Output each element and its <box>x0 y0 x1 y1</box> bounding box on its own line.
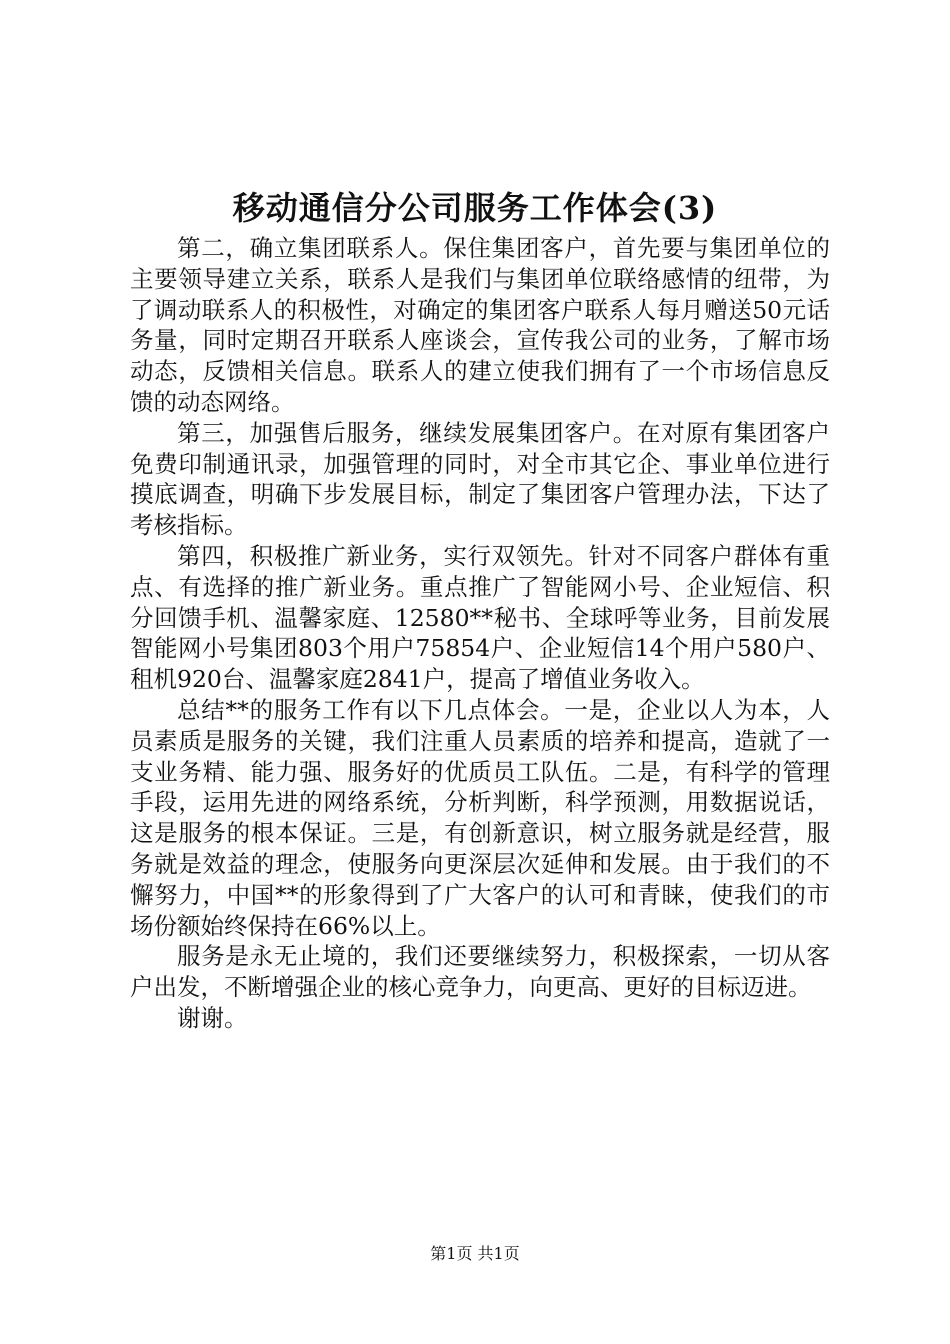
paragraph-summary: 总结**的服务工作有以下几点体会。一是，企业以人为本，人员素质是服务的关键，我们注重人员素质的培养和提高，造就了一支业务精、能力强、服务好的优质员工队伍。二是，有科学的管理手段，运用先进的网络系统，分析判断，科学预测，用数据说话，这是服务的根本保证。三是，有创新意识，树立服务就是经营，服务就是效益的理念，使服务向更深层次延伸和发展。由于我们的不懈努力，中国**的形象得到了广大客户的认可和青睐，使我们的市场份额始终保持在66%以上。 <box>130 695 830 940</box>
page-number-footer: 第1页 共1页 <box>430 1244 520 1263</box>
paragraph-third: 第三，加强售后服务，继续发展集团客户。在对原有集团客户免费印制通讯录，加强管理的同时，对全市其它企、事业单位进行摸底调查，明确下步发展目标，制定了集团客户管理办法，下达了考核指标。 <box>130 418 830 540</box>
paragraph-thanks: 谢谢。 <box>177 1003 248 1032</box>
paragraph-second: 第二，确立集团联系人。保住集团客户，首先要与集团单位的主要领导建立关系，联系人是我们与集团单位联络感情的纽带，为了调动联系人的积极性，对确定的集团客户联系人每月赠送50元话务量，同时定期召开联系人座谈会，宣传我公司的业务，了解市场动态，反馈相关信息。联系人的建立使我们拥有了一个市场信息反馈的动态网络。 <box>130 234 830 416</box>
document-title: 移动通信分公司服务工作体会(3) <box>232 189 718 227</box>
paragraph-fourth: 第四，积极推广新业务，实行双领先。针对不同客户群体有重点、有选择的推广新业务。重点推广了智能网小号、企业短信、积分回馈手机、温馨家庭、12580**秘书、全球呼等业务，目前发展智能网小号集团803个用户75854户、企业短信14个用户580户、租机920台、温馨家庭2841户，提高了增值业务收入。 <box>130 541 830 694</box>
document-body <box>130 233 830 1034</box>
paragraph-closing: 服务是永无止境的，我们还要继续努力，积极探索，一切从客户出发，不断增强企业的核心竞争力，向更高、更好的目标迈进。 <box>130 942 830 1002</box>
